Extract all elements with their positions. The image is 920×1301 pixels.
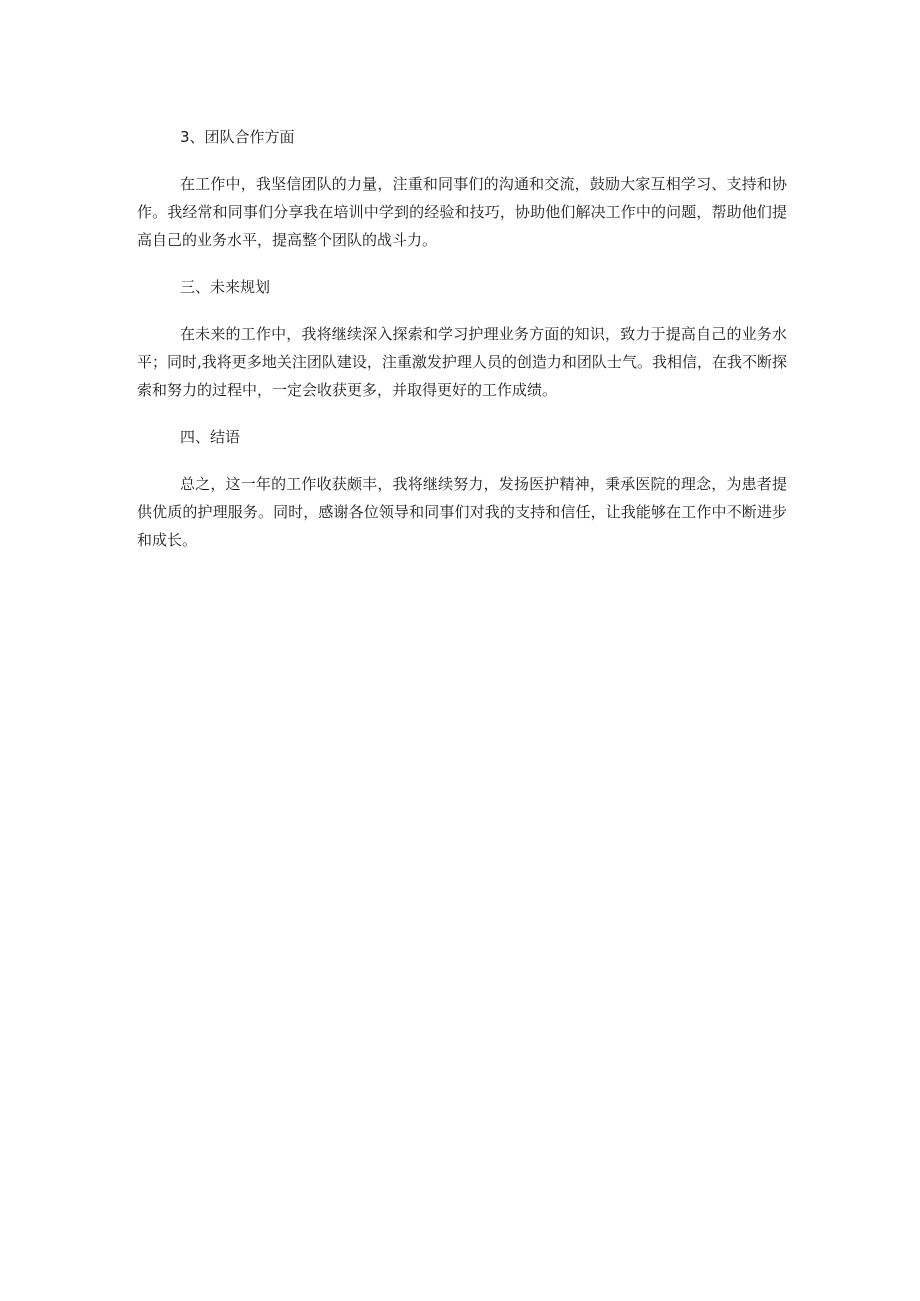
section-heading-conclusion: 四、结语: [180, 428, 241, 446]
section-paragraph-team-cooperation: 在工作中，我坚信团队的力量，注重和同事们的沟通和交流，鼓励大家互相学习、支持和协作。我经常和同事们分享我在培训中学到的经验和技巧，协助他们解决工作中的问题，帮助他们提高自己的业务水平，提高整个团队的战斗力。: [137, 175, 787, 249]
section-heading-team-cooperation: 3、团队合作方面: [180, 128, 295, 146]
document-body: [137, 124, 787, 574]
section-paragraph-conclusion: 总之，这一年的工作收获颇丰，我将继续努力，发扬医护精神，秉承医院的理念，为患者提供优质的护理服务。同时，感谢各位领导和同事们对我的支持和信任，让我能够在工作中不断进步和成长。: [137, 475, 787, 549]
section-heading-future-plan: 三、未来规划: [180, 278, 271, 296]
section-paragraph-future-plan: 在未来的工作中，我将继续深入探索和学习护理业务方面的知识，致力于提高自己的业务水平；同时,我将更多地关注团队建设，注重激发护理人员的创造力和团队士气。我相信，在我不断探索和努力的过程中，一定会收获更多，并取得更好的工作成绩。: [137, 325, 787, 399]
